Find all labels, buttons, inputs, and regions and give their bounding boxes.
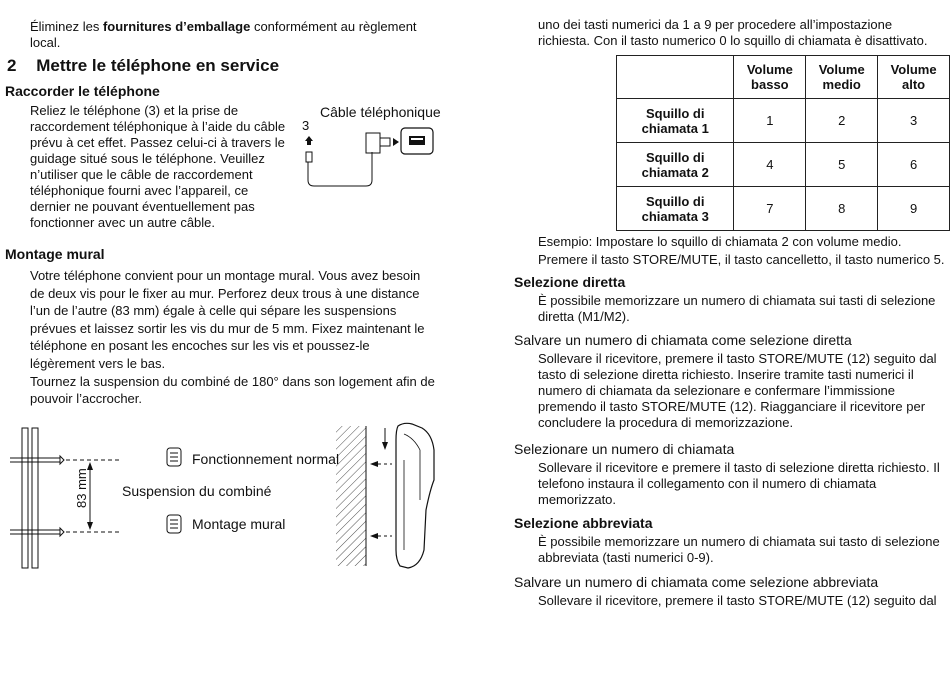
section-number: 2 xyxy=(7,56,17,75)
intro-bold: fournitures d’emballage xyxy=(102,19,251,34)
abbrev-heading: Selezione abbreviata xyxy=(514,515,653,531)
wall-paragraph xyxy=(30,267,460,372)
text-line: prévues et laissez sortir les vis du mur de 5 mm. Fixez maintenant le xyxy=(30,320,425,336)
table-cell: 8 xyxy=(806,187,878,231)
table-header-row xyxy=(617,56,950,99)
intro-suffix: conformément au règlement xyxy=(250,19,417,34)
dimension-label: 83 mm xyxy=(74,468,89,508)
direct-paragraph xyxy=(538,293,950,325)
intro-prefix: Éliminez les xyxy=(30,19,103,34)
table-row-label: Squillo di chiamata 2 xyxy=(617,143,734,187)
save-direct-heading: Salvare un numero di chiamata come selezione diretta xyxy=(514,332,852,348)
abbrev-paragraph xyxy=(538,534,950,566)
wall-paragraph-2 xyxy=(30,373,460,407)
text-line: raccordement téléphonique à l’aide du câble xyxy=(30,119,286,134)
table-cell: 4 xyxy=(734,143,806,187)
table-header-cell: Volume basso xyxy=(734,56,806,99)
table-row-label: Squillo di chiamata 1 xyxy=(617,99,734,143)
text-line: Premere il tasto STORE/MUTE, il tasto cancelletto, il tasto numerico 5. xyxy=(538,252,945,267)
text-line: dernier ne pouvant éventuellement pas xyxy=(30,199,255,214)
text-line: uno dei tasti numerici da 1 a 9 per procedere all’impostazione xyxy=(538,17,893,32)
text-line: memorizzato. xyxy=(538,492,617,507)
cable-figure xyxy=(296,100,456,192)
text-line: Reliez le téléphone (3) et la prise de xyxy=(30,103,239,118)
text-line: tasto di selezione diretta richiesto. Inserire tramite tasti numerici il xyxy=(538,367,914,382)
text-line: prévu à cet effet. Passez celui-ci à travers le xyxy=(30,135,285,150)
table-cell: 9 xyxy=(878,187,950,231)
table-row xyxy=(617,143,950,187)
text-line: Sollevare il ricevitore, premere il tasto STORE/MUTE (12) seguito dal xyxy=(538,593,937,608)
table-cell: 3 xyxy=(878,99,950,143)
text-line: È possibile memorizzare un numero di chiamata sui tasti di selezione xyxy=(538,293,936,308)
text-line: Esempio: Impostare lo squillo di chiamata 2 con volume medio. xyxy=(538,234,902,249)
text-line: Sollevare il ricevitore e premere il tasto di selezione diretta richiesto. Il xyxy=(538,460,940,475)
normal-mode-label: Fonctionnement normal xyxy=(192,451,340,467)
text-line: fonctionner avec un autre câble. xyxy=(30,215,216,230)
text-line: l’un de l’autre (83 mm) égale à celle qui sépare les suspensions xyxy=(30,303,397,318)
table-cell: 7 xyxy=(734,187,806,231)
figure-number: 3 xyxy=(302,118,310,133)
table-row xyxy=(617,187,950,231)
section-heading xyxy=(7,55,279,77)
text-line: téléphonique fourni avec l’appareil, ce xyxy=(30,183,249,198)
example-paragraph xyxy=(538,233,950,269)
wall-mode-label: Montage mural xyxy=(192,516,286,532)
text-line: légèrement vers le bas. xyxy=(30,355,166,371)
text-line: Tournez la suspension du combiné de 180° dans son logement afin de xyxy=(30,374,435,389)
table-cell: 1 xyxy=(734,99,806,143)
text-line: téléphone en posant les encoches sur les vis et poussez-le xyxy=(30,338,370,353)
text-line: Sollevare il ricevitore, premere il tasto STORE/MUTE (12) seguito dal xyxy=(538,351,937,366)
text-line: È possibile memorizzare un numero di chiamata sui tasto di selezione xyxy=(538,534,940,549)
table-cell: 2 xyxy=(806,99,878,143)
text-line: n’utiliser que le câble de raccordement xyxy=(30,167,253,182)
text-line: guidage situé sous le téléphone. Veuillez xyxy=(30,151,265,166)
text-line: richiesta. Con il tasto numerico 0 lo squillo di chiamata è disattivato. xyxy=(538,33,928,48)
direct-heading: Selezione diretta xyxy=(514,274,626,290)
intro-paragraph xyxy=(30,19,460,51)
table-header-cell: Volume alto xyxy=(878,56,950,99)
wall-mount-figure xyxy=(0,420,460,570)
text-line: Votre téléphone convient pour un montage mural. Vous avez besoin xyxy=(30,268,421,283)
handset-hook-caption: Suspension du combiné xyxy=(122,483,272,499)
text-line: de deux vis pour le fixer au mur. Perforez deux trous à une distance xyxy=(30,285,420,301)
text-line: diretta (M1/M2). xyxy=(538,309,630,324)
select-paragraph xyxy=(538,460,950,508)
connect-heading: Raccorder le téléphone xyxy=(5,83,160,99)
select-heading: Selezionare un numero di chiamata xyxy=(514,441,735,457)
text-line: concludere la procedura di memorizzazione. xyxy=(538,415,794,430)
wall-heading: Montage mural xyxy=(5,246,105,262)
text-line: premendo il tasto STORE/MUTE (12). Riagganciare il ricevitore per xyxy=(538,399,926,414)
save-abbrev-heading: Salvare un numero di chiamata come selezione abbreviata xyxy=(514,574,879,590)
table-header-cell: Volume medio xyxy=(806,56,878,99)
intro-line2: local. xyxy=(30,35,61,50)
text-line: pouvoir l’accrocher. xyxy=(30,391,142,406)
save-abbrev-paragraph xyxy=(538,593,950,609)
ring-volume-table xyxy=(616,55,950,231)
text-line: telefono instaura il collegamento con il numero di chiamata xyxy=(538,476,877,491)
figure-label: Câble téléphonique xyxy=(320,104,441,120)
section-title: Mettre le téléphone en service xyxy=(36,56,280,75)
table-corner-cell xyxy=(617,56,734,99)
text-line: numero di chiamata da selezionare e confermare l’immissione xyxy=(538,383,895,398)
table-row xyxy=(617,99,950,143)
table-row-label: Squillo di chiamata 3 xyxy=(617,187,734,231)
text-line: abbreviata (tasti numerici 0-9). xyxy=(538,550,714,565)
save-direct-paragraph xyxy=(538,351,950,431)
table-cell: 5 xyxy=(806,143,878,187)
table-cell: 6 xyxy=(878,143,950,187)
connect-paragraph xyxy=(30,103,290,231)
right-intro xyxy=(538,17,950,49)
